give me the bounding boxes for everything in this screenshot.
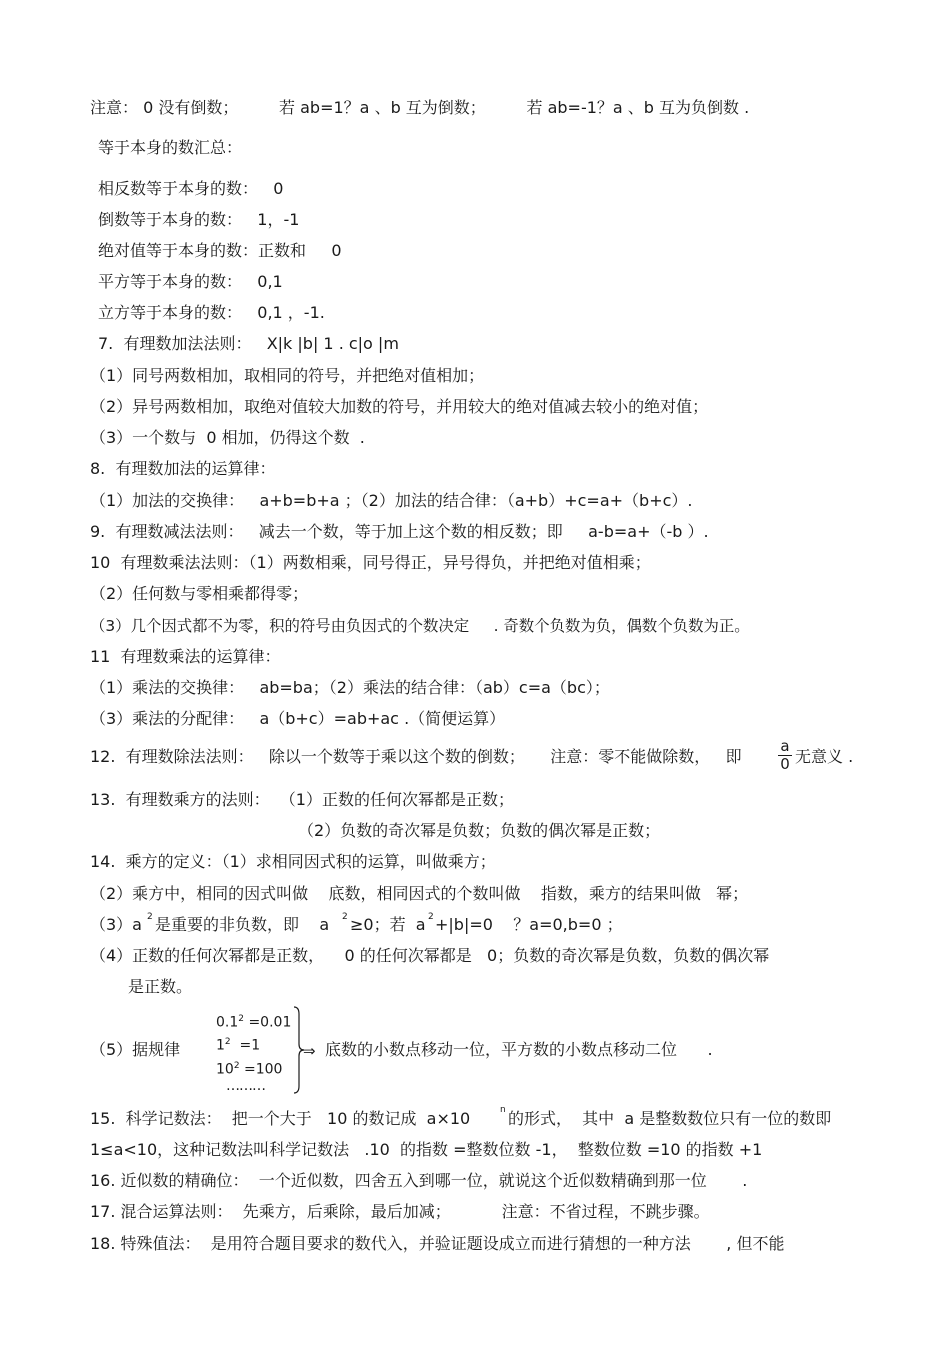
rule-12: 12. 有理数除法法则： 除以一个数等于乘以这个数的倒数； 注意：零不能做除数， 即 xyxy=(90,747,742,766)
summary-square: 平方等于本身的数： 0,1 xyxy=(98,272,283,291)
rule-10-item-2: （2）任何数与零相乘都得零； xyxy=(90,584,309,603)
rule-15-line-1a: 15. 科学记数法： 把一个大于 10 的数记成 a×10 xyxy=(90,1109,471,1128)
rule-7-item-2: （2）异号两数相加，取绝对值较大加数的符号，并用较大的绝对值减去较小的绝对值； xyxy=(90,397,709,416)
rule-10-heading: 10 有理数乘法法则：（1）两数相乘，同号得正，异号得负，并把绝对值相乘； xyxy=(90,553,651,572)
pattern-result: =1 xyxy=(230,1037,261,1054)
rule-15-line-2: 1≤a<10，这种记数法叫科学记数法 .10 的指数 =整数位数 -1， 整数位数 =10 的指数 +1 xyxy=(90,1140,763,1159)
superscript-two: 2 xyxy=(233,1061,240,1071)
pattern-base: 0.1 xyxy=(216,1014,239,1031)
fraction-numerator: a xyxy=(780,737,790,755)
rule-14-item-3a: （3）a xyxy=(90,915,142,934)
rule-7-item-1: （1）同号两数相加，取相同的符号，并把绝对值相加； xyxy=(90,366,485,385)
superscript-two: 2 xyxy=(238,1014,244,1024)
rule-11-item-3: （3）乘法的分配律： a（b+c）=ab+ac .（简便运算） xyxy=(90,709,506,728)
rule-9: 9. 有理数减法法则： 减去一个数，等于加上这个数的相反数；即 a-b=a+（-b ）. xyxy=(90,522,709,541)
rule-17: 17. 混合运算法则： 先乘方，后乘除，最后加减； 注意：不省过程，不跳步骤。 xyxy=(90,1202,710,1221)
note-reciprocal: 注意： 0 没有倒数； 若 ab=1？a 、b 互为倒数； 若 ab=-1？a 、b 互为负倒数 . xyxy=(90,98,750,117)
rule-14-item-2: （2）乘方中，相同的因式叫做 底数，相同因式的个数叫做 指数，乘方的结果叫做 幂； xyxy=(90,884,749,903)
summary-opposite: 相反数等于本身的数： 0 xyxy=(98,179,284,198)
rule-15-line-1b: 的形式， 其中 a 是整数数位只有一位的数即 xyxy=(508,1109,832,1128)
rule-14-item-5-text: 底数的小数点移动一位，平方数的小数点移动二位 . xyxy=(325,1040,713,1059)
rule-11-heading: 11 有理数乘法的运算律： xyxy=(90,647,281,666)
rule-16: 16. 近似数的精确位： 一个近似数，四舍五入到哪一位，就说这个近似数精确到那一位 . xyxy=(90,1171,748,1190)
summary-heading: 等于本身的数汇总： xyxy=(98,138,243,157)
rule-12-tail: 无意义 . xyxy=(795,747,854,766)
rule-14-item-3b: 是重要的非负数，即 a xyxy=(155,915,330,934)
rule-14-item-3c: ≥0；若 a xyxy=(350,915,426,934)
rule-7-item-3: （3）一个数与 0 相加，仍得这个数 . xyxy=(90,428,365,447)
implies-arrow-icon: ⇒ xyxy=(303,1042,316,1060)
rule-14-item-4-cont: 是正数。 xyxy=(128,977,193,996)
rule-7-heading: 7. 有理数加法法则： X|k |b| 1 . c|o |m xyxy=(98,334,399,353)
superscript-two: 2 xyxy=(342,912,348,922)
rule-8-item: （1）加法的交换律： a+b=b+a ；（2）加法的结合律：（a+b）+c=a+（b+c）. xyxy=(90,491,693,510)
rule-14-item-5: （5）据规律 xyxy=(90,1040,181,1059)
superscript-two: 2 xyxy=(147,912,153,922)
rule-pattern-row-4: ……… xyxy=(226,1078,265,1094)
rule-8-heading: 8. 有理数加法的运算律： xyxy=(90,459,276,478)
summary-reciprocal: 倒数等于本身的数： 1，-1 xyxy=(98,210,300,229)
rule-13-item-2: （2）负数的奇次幂是负数；负数的偶次幂是正数； xyxy=(298,821,661,840)
rule-pattern-row-3 xyxy=(216,1058,282,1078)
pattern-base: 1 xyxy=(216,1037,225,1054)
rule-pattern-row-2 xyxy=(216,1034,260,1054)
summary-cube: 立方等于本身的数： 0,1 ，-1. xyxy=(98,303,325,322)
rule-pattern-row-1 xyxy=(216,1011,291,1031)
rule-14-item-4: （4）正数的任何次幂都是正数， 0 的任何次幂都是 0；负数的奇次幂是负数，负数的偶次幂 xyxy=(90,946,770,965)
superscript-two: 2 xyxy=(428,912,434,922)
pattern-result: =100 xyxy=(239,1061,283,1078)
rule-14-heading: 14. 乘方的定义：（1）求相同因式积的运算，叫做乘方； xyxy=(90,852,496,871)
pattern-result: =0.01 xyxy=(244,1014,292,1031)
superscript-n: n xyxy=(500,1105,506,1115)
superscript-two: 2 xyxy=(224,1037,231,1047)
rule-14-item-3d: +|b|=0 ？a=0,b=0 ； xyxy=(435,915,623,934)
rule-10-item-3: （3）几个因式都不为零，积的符号由负因式的个数决定 . 奇数个负数为负，偶数个负数为正。 xyxy=(90,617,750,635)
rule-18: 18. 特殊值法： 是用符合题目要求的数代入，并验证题设成立而进行猜想的一种方法 , 但不能 xyxy=(90,1234,785,1253)
pattern-base: 10 xyxy=(216,1061,234,1078)
summary-absolute: 绝对值等于本身的数：正数和 0 xyxy=(98,241,342,260)
fraction-a-over-0 xyxy=(778,738,792,773)
rule-11-item-1: （1）乘法的交换律： ab=ba；（2）乘法的结合律：（ab）c=a（bc）； xyxy=(90,678,610,697)
fraction-denominator: 0 xyxy=(780,755,790,773)
rule-13-heading: 13. 有理数乘方的法则： （1）正数的任何次幂都是正数； xyxy=(90,790,514,809)
